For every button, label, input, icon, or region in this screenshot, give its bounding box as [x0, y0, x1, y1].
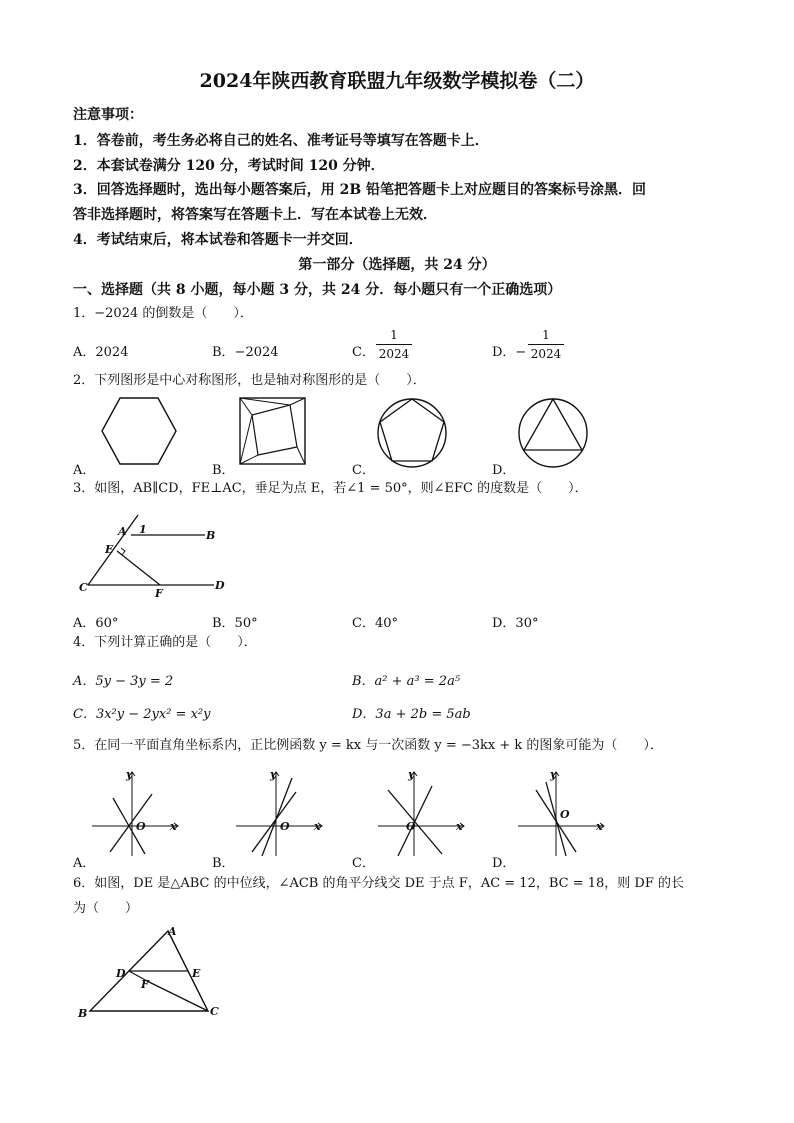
q3-option-d: D．30°	[492, 616, 539, 631]
y-axis-label: y	[550, 768, 557, 781]
q1-option-c-fraction	[376, 328, 412, 361]
pentagon-in-circle-figure	[378, 399, 446, 467]
q4-option-c: C．3x²y − 2yx² = x²y	[73, 707, 211, 722]
fraction-denominator: 2024	[378, 347, 410, 361]
point-c-label: C	[210, 1005, 219, 1018]
point-d-label: D	[116, 967, 126, 980]
point-e-label: E	[192, 967, 201, 980]
angle-1-label: 1	[139, 523, 147, 536]
notice-item: 答非选择题时，将答案写在答题卡上．写在本试卷上无效．	[73, 207, 437, 223]
question-2-stem: 2．下列图形是中心对称图形，也是轴对称图形的是（ ）．	[73, 373, 426, 388]
q1-option-b: B．−2024	[212, 345, 279, 360]
point-c-label: C	[79, 581, 88, 594]
q6-figure	[0, 925, 794, 1025]
point-f-label: F	[141, 978, 149, 991]
q1-option-c-label: C．	[352, 345, 375, 360]
point-f-label: F	[155, 587, 163, 600]
question-6-stem-continued: 为（ ）	[73, 901, 139, 916]
q5-option-b: B．	[212, 856, 235, 871]
graph-d	[518, 768, 604, 856]
question-6-stem: 6．如图，DE 是△ABC 的中位线，∠ACB 的角平分线交 DE 于点 F，AC = 12，BC = 18，则 DF 的长	[73, 876, 685, 891]
q3-option-c: C．40°	[352, 616, 398, 631]
q2-figures	[0, 395, 794, 485]
q1-option-a: A．2024	[73, 345, 129, 360]
point-d-label: D	[215, 579, 225, 592]
q3-option-b: B．50°	[212, 616, 258, 631]
question-1-stem: 1．−2024 的倒数是（ ）．	[73, 306, 253, 321]
origin-label: O	[280, 820, 290, 833]
notice-item: 3．回答选择题时，选出每小题答案后，用 2B 铅笔把答题卡上对应题目的答案标号涂黑．回	[73, 182, 647, 198]
q4-option-d: D．3a + 2b = 5ab	[352, 707, 471, 722]
q3-figure	[0, 515, 794, 605]
notice-item: 2．本套试卷满分 120 分，考试时间 120 分钟．	[73, 158, 385, 174]
origin-label: O	[136, 820, 146, 833]
fraction-denominator: 2024	[530, 347, 562, 361]
question-3-stem: 3．如图，AB∥CD，FE⊥AC，垂足为点 E，若∠1 = 50°，则∠EFC 的度数是（ ）．	[73, 481, 588, 496]
q4-option-b: B．a² + a³ = 2a⁵	[352, 674, 461, 689]
question-5-stem: 5．在同一平面直角坐标系内，正比例函数 y = kx 与一次函数 y = −3kx + k 的图象可能为（ ）．	[73, 738, 663, 753]
section-heading: 一、选择题（共 8 小题，每小题 3 分，共 24 分．每小题只有一个正确选项）	[73, 282, 562, 298]
q5-graphs	[0, 768, 794, 858]
origin-label: O	[560, 808, 570, 821]
point-e-label: E	[105, 543, 114, 556]
fraction-numerator: 1	[528, 328, 564, 345]
point-b-label: B	[206, 529, 216, 542]
y-axis-label: y	[408, 768, 415, 781]
q4-option-a: A．5y − 3y = 2	[73, 674, 174, 689]
graph-b	[236, 768, 322, 856]
q2-option-a: A．	[73, 463, 96, 478]
q2-option-b: B．	[212, 463, 235, 478]
q3-option-a: A．60°	[73, 616, 119, 631]
notice-item: 1．答卷前，考生务必将自己的姓名、准考证号等填写在答题卡上．	[73, 133, 489, 149]
q5-option-c: C．	[352, 856, 375, 871]
square-in-square-figure	[240, 398, 305, 464]
hexagon-figure	[102, 398, 176, 464]
q2-option-c: C．	[352, 463, 375, 478]
x-axis-label: x	[314, 820, 321, 833]
part-heading: 第一部分（选择题，共 24 分）	[298, 257, 496, 273]
fraction-numerator: 1	[376, 328, 412, 345]
x-axis-label: x	[170, 820, 177, 833]
question-4-stem: 4．下列计算正确的是（ ）．	[73, 635, 257, 650]
point-a-label: A	[168, 925, 177, 938]
point-b-label: B	[78, 1007, 88, 1020]
q1-option-d-fraction	[528, 328, 564, 361]
x-axis-label: x	[596, 820, 603, 833]
triangle-in-circle-figure	[519, 399, 587, 467]
graph-c	[378, 768, 464, 856]
y-axis-label: y	[126, 768, 133, 781]
q5-option-a: A．	[73, 856, 96, 871]
x-axis-label: x	[456, 820, 463, 833]
q5-option-d: D．	[492, 856, 516, 871]
q2-option-d: D．	[492, 463, 516, 478]
q1-option-d-label: D．−	[492, 345, 527, 360]
notice-item: 4．考试结束后，将本试卷和答题卡一并交回．	[73, 232, 363, 248]
graph-a	[92, 768, 178, 856]
y-axis-label: y	[270, 768, 277, 781]
origin-label: O	[406, 820, 416, 833]
exam-title: 2024年陕西教育联盟九年级数学模拟卷（二）	[199, 70, 595, 92]
notice-heading: 注意事项：	[73, 107, 143, 123]
point-a-label: A	[118, 525, 127, 538]
